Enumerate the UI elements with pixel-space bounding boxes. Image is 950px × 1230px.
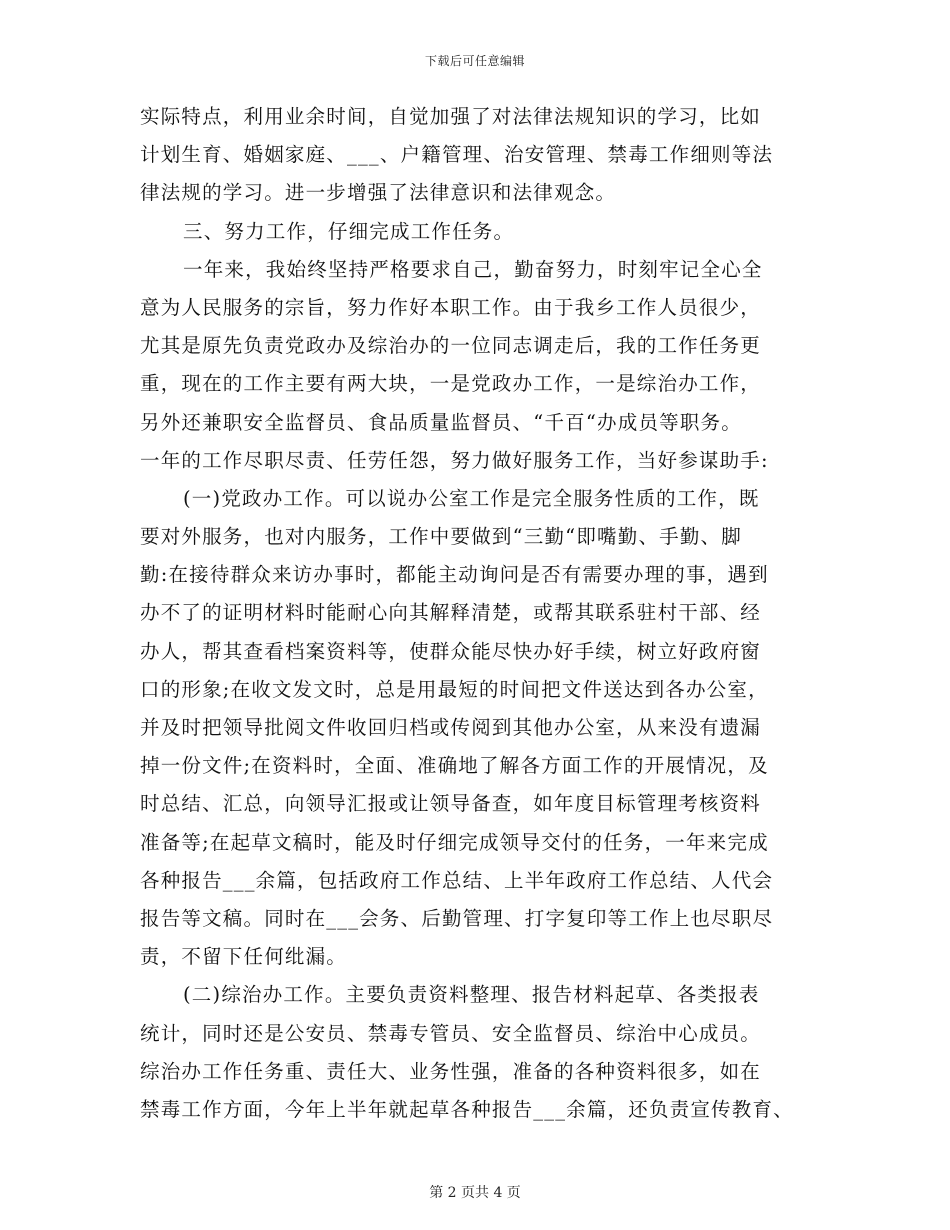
text-line: 实际特点，利用业余时间，自觉加强了对法律法规知识的学习，比如 (140, 105, 762, 128)
text-line: 一年的工作尽职尽责、任劳任怨，努力做好服务工作，当好参谋助手: (140, 448, 769, 472)
text-line: 时总结、汇总，向领导汇报或让领导备查，如年度目标管理考核资料 (140, 792, 762, 816)
text-line: (二)综治办工作。主要负责资料整理、报告材料起草、各类报表 (183, 983, 760, 1007)
text-line: 掉一份文件;在资料时，全面、准确地了解各方面工作的开展情况，及 (140, 754, 769, 778)
text-line: 律法规的学习。进一步增强了法律意识和法律观念。 (140, 181, 617, 205)
text-line: 准备等;在起草文稿时，能及时仔细完成领导交付的任务，一年来完成 (140, 830, 769, 854)
text-line: 另外还兼职安全监督员、食品质量监督员、“千百“办成员等职务。 (140, 410, 742, 434)
text-line: 口的形象;在收文发文时，总是用最短的时间把文件送达到各办公室， (140, 677, 769, 701)
text-line: 勤:在接待群众来访办事时，都能主动询问是否有需要办理的事，遇到 (140, 563, 769, 587)
text-line: 综治办工作任务重、责任大、业务性强，准备的各种资料很多，如在 (140, 1059, 762, 1083)
text-line: 禁毒工作方面，今年上半年就起草各种报告___余篇，还负责宣传教育、 (140, 1097, 794, 1121)
text-line: 办不了的证明材料时能耐心向其解释清楚，或帮其联系驻村干部、经 (140, 601, 762, 625)
page-header: 下载后可任意编辑 (424, 54, 525, 68)
text-line: (一)党政办工作。可以说办公室工作是完全服务性质的工作，既 (183, 486, 760, 510)
text-line: 尤其是原先负责党政办及综治办的一位同志调走后，我的工作任务更 (140, 334, 762, 358)
text-line: 报告等文稿。同时在___会务、后勤管理、打字复印等工作上也尽职尽 (140, 906, 774, 930)
page-number: 第 2 页共 4 页 (429, 1185, 521, 1201)
text-line: 并及时把领导批阅文件收回归档或传阅到其他办公室，从来没有遗漏 (140, 716, 762, 739)
text-line: 意为人民服务的宗旨，努力作好本职工作。由于我乡工作人员很少， (140, 295, 762, 319)
text-line: 计划生育、婚姻家庭、___、户籍管理、治安管理、禁毒工作细则等法 (140, 143, 774, 167)
text-line: 一年来，我始终坚持严格要求自己，勤奋努力，时刻牢记全心全 (183, 257, 763, 281)
section-heading: 三、努力工作，仔细完成工作任务。 (183, 219, 515, 243)
document-body (140, 98, 820, 1129)
text-line: 办人，帮其查看档案资料等，使群众能尽快办好手续，树立好政府窗 (140, 639, 762, 663)
text-line: 责，不留下任何纰漏。 (140, 945, 348, 969)
text-line: 重，现在的工作主要有两大块，一是党政办工作，一是综治办工作， (140, 372, 762, 396)
text-line: 各种报告___余篇，包括政府工作总结、上半年政府工作总结、人代会 (140, 868, 774, 892)
text-line: 要对外服务，也对内服务，工作中要做到“三勤“即嘴勤、手勤、脚 (140, 525, 742, 549)
text-line: 统计，同时还是公安员、禁毒专管员、安全监督员、综治中心成员。 (140, 1021, 762, 1045)
